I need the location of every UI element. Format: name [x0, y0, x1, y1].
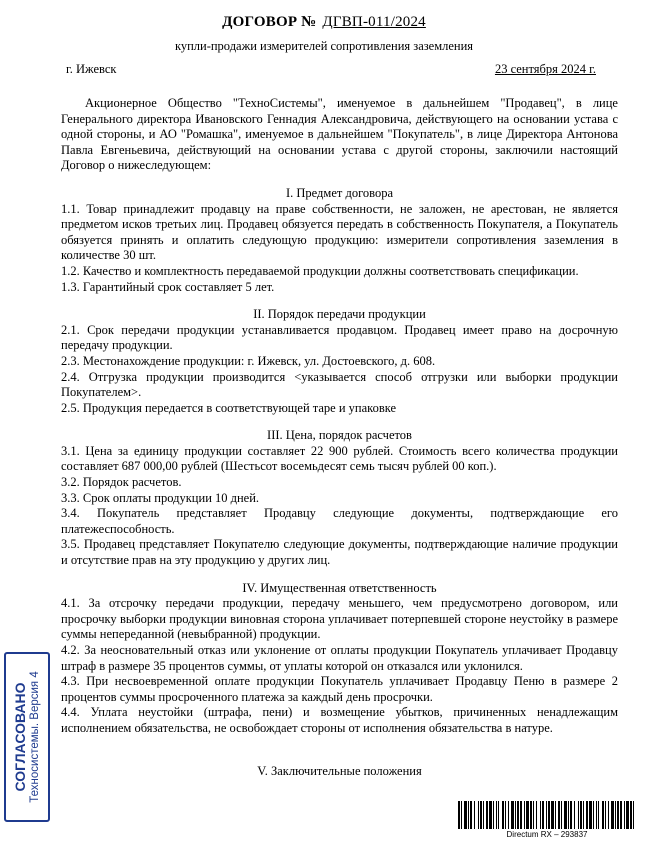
section-title: III. Цена, порядок расчетов: [267, 428, 412, 443]
clause: 1.2. Качество и комплектность передаваемой продукции должны соответствовать спецификации.: [61, 263, 579, 278]
barcode-bar: [574, 801, 575, 829]
barcode-bar: [540, 801, 541, 829]
clause: 4.3. При несвоевременной оплате продукции Покупатель уплачивает Продавцу Пеню в размере 2 процентов суммы просроченного платежа за каждый день просрочки.: [61, 674, 618, 704]
clause: 4.1. За отсрочку передачи продукции, передачу меньшего, чем предусмотрено договором, или просрочку выборки продукции виновная сторона уплачивает потерпевшей стороне неустойку в размере суммы непереданной (невыбранной) продукции.: [61, 596, 618, 642]
barcode: [458, 801, 636, 829]
contract-city: г. Ижевск: [66, 62, 117, 76]
clause: 3.4. Покупатель представляет Продавцу следующие документы, подтверждающие его платежеспособность.: [61, 506, 618, 536]
barcode-bar: [586, 801, 588, 829]
barcode-bar: [520, 801, 522, 829]
section-title: IV. Имущественная ответственность: [242, 580, 437, 595]
barcode-bar: [568, 801, 569, 829]
barcode-bar: [496, 801, 497, 829]
barcode-bar: [526, 801, 529, 829]
clause: 3.5. Продавец представляет Покупателю следующие документы, подтверждающие наличие продукции и отсутствие прав на эту продукцию у других лиц.: [61, 537, 618, 568]
barcode-bar: [561, 801, 562, 829]
clause: 2.4. Отгрузка продукции производится <указывается способ отгрузки или выборки продукции Покупателем>.: [61, 369, 618, 400]
barcode-bar: [498, 801, 499, 829]
barcode-bar: [486, 801, 488, 829]
barcode-bar: [624, 801, 625, 829]
clause: 3.3. Срок оплаты продукции 10 дней.: [61, 490, 260, 505]
barcode-bar: [483, 801, 484, 829]
contract-number: ДГВП-011/2024: [322, 14, 426, 30]
barcode-bar: [617, 801, 619, 829]
barcode-bar: [546, 801, 547, 829]
barcode-bar: [533, 801, 534, 829]
barcode-bar: [570, 801, 572, 829]
barcode-bar: [620, 801, 622, 829]
title-prefix: ДОГОВОР №: [222, 14, 317, 30]
barcode-bar: [593, 801, 594, 829]
barcode-label: Directum RX – 293837: [506, 830, 588, 839]
barcode-bar: [583, 801, 584, 829]
stamp-line2: Техносистемы. Версия 4: [29, 671, 41, 803]
clause: 4.2. За неосновательный отказ или уклонение от оплаты продукции Покупатель уплачивает Продавцу штраф в размере 35 процентов суммы, от уплаты которой он отказался или уклонился.: [61, 643, 618, 673]
barcode-bar: [605, 801, 606, 829]
barcode-bar: [470, 801, 472, 829]
barcode-bar: [505, 801, 506, 829]
barcode-bar: [542, 801, 544, 829]
barcode-bar: [589, 801, 592, 829]
clause: 3.1. Цена за единицу продукции составляет 22 900 рублей. Стоимость всего количества продукции составляет 687 000,00 рублей (Шестьсот восемьдесят семь тысяч рублей 00 коп.).: [61, 443, 618, 474]
barcode-bar: [596, 801, 597, 829]
barcode-bar: [608, 801, 609, 829]
stamp-line1: СОГЛАСОВАНО: [12, 682, 28, 792]
section-title: II. Порядок передачи продукции: [253, 307, 426, 322]
contract-subtitle: купли-продажи измерителей сопротивления заземления: [174, 39, 474, 53]
section-title: V. Заключительные положения: [257, 763, 422, 778]
contract-title: [0, 14, 648, 31]
barcode-bar: [508, 801, 509, 829]
approval-stamp: [4, 652, 50, 822]
barcode-bar: [602, 801, 604, 829]
barcode-bar: [598, 801, 599, 829]
barcode-bar: [517, 801, 519, 829]
barcode-bar: [578, 801, 579, 829]
barcode-bar: [489, 801, 492, 829]
stamp-text: [12, 671, 42, 803]
clause: 3.2. Порядок расчетов.: [61, 475, 182, 490]
barcode-bar: [524, 801, 525, 829]
barcode-bar: [502, 801, 504, 829]
clause: 1.1. Товар принадлежит продавцу на праве собственности, не заложен, не арестован, не является предметом исков третьих лиц. Продавец обязуется передать в собственность Покупателя, а Покупатель обязуется принять и оплатить следующую продукцию: измерители сопротивления заземления в количестве 30 шт.: [61, 201, 618, 263]
barcode-bar: [511, 801, 514, 829]
clause: 2.5. Продукция передается в соответствующей таре и упаковке: [61, 400, 397, 415]
barcode-bar: [536, 801, 537, 829]
clause: 1.3. Гарантийный срок составляет 5 лет.: [61, 279, 275, 294]
contract-date: 23 сентября 2024 г.: [494, 62, 596, 76]
contract-body: [61, 96, 618, 779]
barcode-bar: [630, 801, 632, 829]
barcode-bar: [633, 801, 634, 829]
barcode-bar: [555, 801, 556, 829]
preamble: Акционерное Общество "ТехноСистемы", именуемое в дальнейшем "Продавец", в лице Генерального директора Ивановского Геннадия Александровича, действующего на основании устава с одной стороны, и АО "Ромашка", именуемое в дальнейшем "Покупатель", в лице Директора Антонова Павла Евгеньевича, действующий на основании устава с другой стороны, заключили настоящий Договор о нижеследующем:: [61, 96, 618, 173]
section-title: I. Предмет договора: [285, 185, 394, 200]
barcode-bar: [558, 801, 560, 829]
barcode-bar: [464, 801, 467, 829]
barcode-bar: [493, 801, 494, 829]
barcode-bar: [480, 801, 482, 829]
barcode-bar: [478, 801, 479, 829]
barcode-bar: [461, 801, 462, 829]
barcode-bar: [626, 801, 629, 829]
barcode-bar: [564, 801, 567, 829]
barcode-bar: [515, 801, 516, 829]
barcode-bar: [548, 801, 550, 829]
barcode-bar: [615, 801, 616, 829]
barcode-bar: [530, 801, 532, 829]
barcode-bar: [474, 801, 475, 829]
clause: 2.3. Местонахождение продукции: г. Ижевск, ул. Достоевского, д. 608.: [61, 353, 436, 368]
clause: 2.1. Срок передачи продукции устанавливается продавцом. Продавец имеет право на досрочную передачу продукции.: [61, 322, 618, 353]
clause: 4.4. Уплата неустойки (штрафа, пени) и возмещение убытков, причиненных ненадлежащим исполнением обязательства, не освобождает стороны от исполнения обязательства в натуре.: [61, 705, 618, 735]
barcode-bar: [458, 801, 460, 829]
barcode-bar: [580, 801, 582, 829]
barcode-bar: [611, 801, 614, 829]
barcode-bar: [468, 801, 469, 829]
barcode-bar: [551, 801, 554, 829]
